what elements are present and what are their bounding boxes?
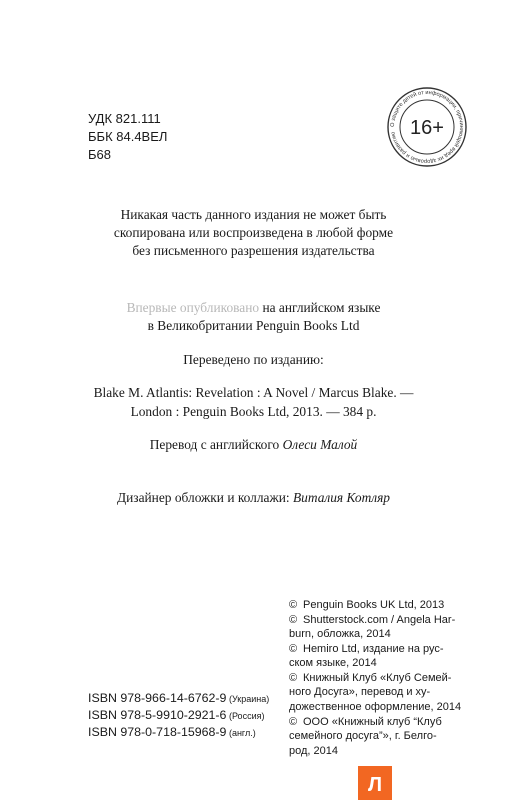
first-published-line-2: в Великобритании Penguin Books Ltd: [147, 318, 360, 333]
copyright-1: © Penguin Books UK Ltd, 2013: [289, 599, 445, 611]
rights-notice-line-2: скопирована или воспроизведена в любой форме: [113, 225, 394, 240]
author-mark: Б68: [88, 147, 111, 162]
copyright-3: © Hemiro Ltd, издание на рус-: [289, 643, 444, 655]
age-rating-seal-icon: [386, 86, 468, 168]
copyright-4-cont-1: ного Досуга», перевод и ху-: [289, 686, 431, 698]
isbn-english: ISBN 978-0-718-15968-9 (англ.): [88, 725, 256, 739]
isbn-ukraine: ISBN 978-966-14-6762-9 (Украина): [88, 691, 270, 705]
rights-notice-line-3: без письменного разрешения издательства: [132, 243, 375, 258]
copyright-3-cont: ском языке, 2014: [289, 657, 377, 669]
udc-code: УДК 821.111: [88, 111, 161, 126]
first-published-faded: Впервые опубликовано: [126, 300, 260, 315]
logo-letter: Л: [367, 774, 383, 796]
first-published-line-1: [0, 299, 507, 317]
source-line-1: Blake M. Atlantis: Revelation : A Novel / Marcus Blake. —: [93, 385, 414, 400]
rights-notice-line-1: Никакая часть данного издания не может быть: [120, 207, 387, 222]
isbn-russia: ISBN 978-5-9910-2921-6 (Россия): [88, 708, 265, 722]
seal-ring-text: О защите детей от информации, причиняющей вред их здоровью и развитию: [389, 89, 465, 165]
age-rating-label: 16+: [410, 117, 444, 139]
designer-name: Виталия Котляр: [292, 490, 391, 505]
source-line-2: London : Penguin Books Ltd, 2013. — 384 p.: [130, 404, 377, 419]
copyright-5-cont-1: семейного досуга”», г. Белго-: [289, 730, 437, 742]
copyright-5-cont-2: род, 2014: [289, 745, 338, 757]
translator-name: Олеси Малой: [282, 437, 358, 452]
designer-line: [0, 489, 507, 507]
first-published-rest: на английском языке: [259, 300, 381, 315]
copyright-4-cont-2: дожественное оформление, 2014: [289, 701, 462, 713]
copyright-2: © Shutterstock.com / Angela Har-: [289, 614, 456, 626]
copyright-5: © ООО «Книжный клуб “Клуб: [289, 716, 442, 728]
copyright-2-cont: burn, обложка, 2014: [289, 628, 391, 640]
translator-line: [0, 436, 507, 454]
litres-logo-icon: [358, 766, 392, 800]
copyright-4: © Книжный Клуб «Клуб Семей-: [289, 672, 452, 684]
designer-prefix: Дизайнер обложки и коллажи:: [116, 490, 293, 505]
translated-from: Переведено по изданию:: [183, 352, 324, 367]
translator-prefix: Перевод с английского: [149, 437, 283, 452]
bbk-code: ББК 84.4ВЕЛ: [88, 129, 168, 144]
